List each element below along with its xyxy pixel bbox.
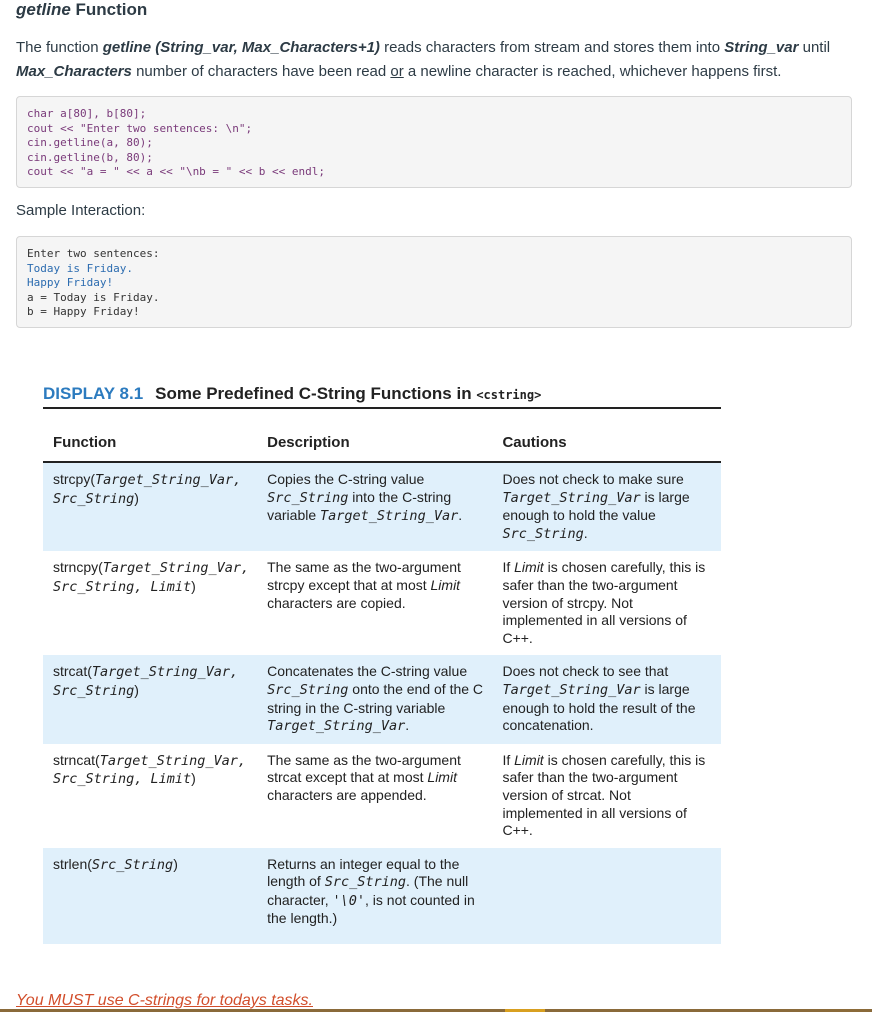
display-number: DISPLAY 8.1: [43, 384, 144, 403]
display-title-block: [43, 384, 721, 409]
sample-prompt: Enter two sentences:: [27, 247, 160, 260]
heading-function-name: getline: [16, 0, 71, 19]
fn-name: strcat(: [53, 663, 92, 680]
caution-var: Limit: [514, 559, 544, 576]
fn-paren: ): [191, 770, 196, 787]
desc-text: into the C-string variable: [267, 488, 452, 524]
heading-word: Function: [75, 0, 148, 19]
desc-text: . (The null character,: [267, 873, 469, 908]
desc-text: , is not counted in the length.): [267, 891, 475, 927]
fn-arg: Target_String_Var,: [102, 560, 250, 577]
caution-cell: [492, 744, 721, 848]
col-header-cautions: Cautions: [492, 430, 721, 462]
intro-var: String_var: [724, 39, 799, 56]
caution-text: is large enough to hold the result of the concatenation.: [502, 680, 696, 734]
caution-text: .: [583, 524, 588, 541]
table-row: [43, 462, 721, 551]
intro-text: number of characters have been read: [131, 63, 391, 80]
desc-var: Src_String: [324, 874, 406, 891]
description-cell: [257, 744, 492, 848]
table-row: [43, 744, 721, 848]
fn-arg: Target_String_Var,: [95, 472, 242, 488]
fn-arg: Src_String: [91, 856, 174, 873]
intro-paragraph: [16, 36, 856, 84]
caution-text: If: [502, 559, 515, 576]
intro-text: a newline character is reached, whichever happens first.: [403, 63, 782, 80]
caution-text: is large enough to hold the value: [502, 488, 690, 524]
fn-arg: Src_String: [53, 490, 135, 507]
fn-arg: Src_String, Limit: [53, 771, 192, 788]
desc-text: Returns an integer equal to the length of: [267, 855, 460, 890]
fn-arg: Target_String_Var,: [99, 752, 246, 769]
col-header-description: Description: [257, 430, 492, 462]
desc-var: Target_String_Var: [267, 718, 406, 735]
fn-arg: Target_String_Var,: [91, 664, 239, 681]
sample-output-line: a = Today is Friday.: [27, 290, 160, 304]
desc-var: Src_String: [267, 681, 349, 698]
fn-arg: Src_String, Limit: [53, 578, 192, 595]
description-cell: [257, 551, 492, 655]
function-cell: [43, 462, 257, 551]
sample-label: Sample Interaction:: [16, 202, 146, 219]
caution-text: is chosen carefully, this is safer than the two-argument version of strcpy. Not implemented in all versions of C++.: [502, 559, 706, 646]
desc-text: Concatenates the C-string value: [267, 663, 468, 680]
caution-var: Src_String: [502, 525, 584, 542]
display-title-text: Some Predefined C-String Functions in: [155, 384, 477, 403]
desc-var: Target_String_Var: [320, 508, 459, 525]
col-header-function: Function: [43, 430, 257, 462]
sample-output: [16, 236, 852, 328]
code-line: char a[80], b[80];: [27, 107, 147, 120]
intro-text: The function: [16, 39, 103, 56]
fn-paren: ): [173, 855, 178, 872]
caution-text: is chosen carefully, this is safer than the two-argument version of strcat. Not implemented in all versions of C++.: [502, 751, 706, 839]
intro-or: or: [390, 63, 404, 80]
desc-text: The same as the two-argument strcat except that at most: [267, 751, 461, 786]
code-line: cin.getline(a, 80);: [27, 136, 153, 149]
desc-text: Copies the C-string value: [267, 471, 425, 487]
function-cell: [43, 744, 257, 848]
display-header-name: <cstring>: [476, 388, 542, 402]
fn-name: strcpy(: [53, 471, 95, 487]
description-cell: [257, 462, 492, 551]
desc-text: characters are appended.: [267, 786, 427, 803]
desc-var: Limit: [427, 769, 457, 786]
fn-name: strncat(: [53, 751, 100, 768]
table-header-row: [43, 430, 721, 462]
footer-note: You MUST use C-strings for todays tasks.: [16, 992, 313, 1009]
desc-text: onto the end of the C string in the C-string variable: [267, 680, 484, 716]
sample-input: Happy Friday!: [27, 276, 114, 289]
caution-text: Does not check to see that: [502, 663, 669, 680]
code-line: cout << "Enter two sentences: \n";: [27, 121, 253, 135]
desc-var: Limit: [430, 576, 461, 593]
desc-text: .: [458, 507, 463, 524]
caution-cell: [492, 655, 721, 743]
caution-var: Limit: [514, 751, 544, 768]
code-line: cout << "a = " << a << "\nb = " << b << endl;: [27, 165, 326, 178]
sample-output-line: b = Happy Friday!: [27, 305, 140, 318]
caution-var: Target_String_Var: [502, 681, 641, 698]
desc-var: Src_String: [267, 489, 349, 506]
section-heading: [16, 0, 147, 20]
desc-text: The same as the two-argument strcpy except that at most: [267, 559, 461, 593]
function-cell: [43, 551, 257, 655]
fn-paren: ): [191, 577, 196, 594]
intro-text: until: [798, 39, 831, 56]
null-char: '\0': [332, 892, 365, 909]
caution-text: Does not check to make sure: [502, 471, 684, 487]
table-row: [43, 848, 721, 944]
table-row: [43, 551, 721, 655]
desc-text: .: [405, 717, 410, 734]
description-cell: [257, 848, 492, 944]
fn-paren: ): [134, 681, 139, 698]
caution-cell: [492, 551, 721, 655]
fn-name: strlen(: [53, 855, 92, 872]
description-cell: [257, 655, 492, 743]
function-cell: [43, 848, 257, 944]
caution-cell: [492, 848, 721, 944]
caution-text: If: [502, 751, 515, 768]
display-title: [43, 384, 721, 409]
fn-arg: Src_String: [53, 682, 135, 699]
sample-input: Today is Friday.: [27, 261, 133, 275]
code-example: [16, 96, 852, 188]
caution-cell: [492, 462, 721, 551]
fn-paren: ): [134, 489, 139, 506]
cstring-functions-table: [43, 430, 721, 944]
desc-text: characters are copied.: [267, 594, 406, 611]
intro-var: Max_Characters: [16, 63, 132, 80]
table-row: [43, 655, 721, 743]
caution-var: Target_String_Var: [502, 489, 641, 506]
intro-text: reads characters from stream and stores them into: [379, 39, 725, 56]
intro-signature: getline (String_var, Max_Characters+1): [102, 39, 380, 56]
code-line: cin.getline(b, 80);: [27, 150, 153, 164]
fn-name: strncpy(: [53, 559, 103, 576]
function-cell: [43, 655, 257, 743]
